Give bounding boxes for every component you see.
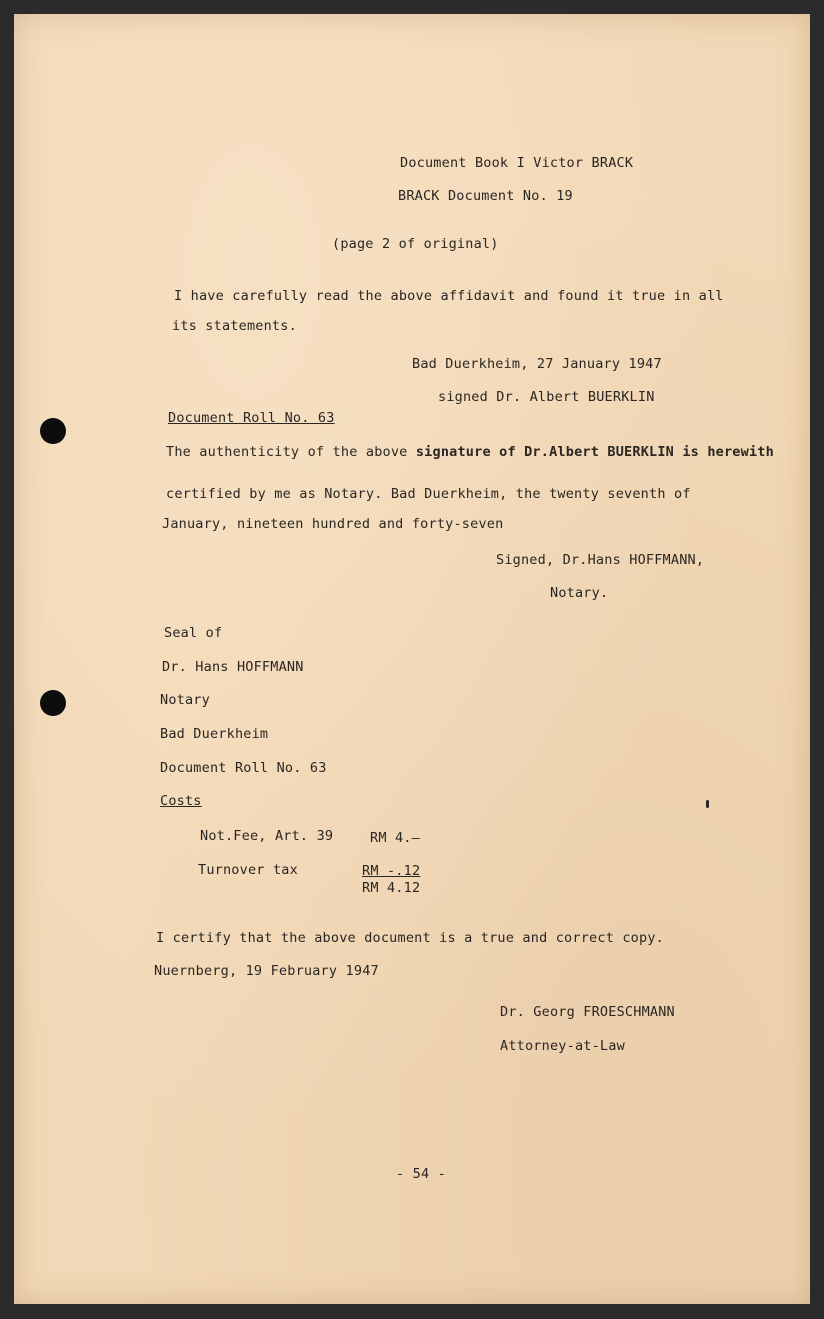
cost-item-label: Not.Fee, Art. 39 bbox=[200, 828, 334, 844]
certification-line-3: January, nineteen hundred and forty-seven bbox=[162, 516, 504, 532]
certification-line-1 bbox=[166, 444, 774, 460]
document-number-line: BRACK Document No. 19 bbox=[398, 188, 573, 204]
page-of-original-note: (page 2 of original) bbox=[332, 236, 499, 252]
document-page bbox=[14, 14, 810, 1304]
attorney-title: Attorney-at-Law bbox=[500, 1038, 625, 1054]
certification-line-2: certified by me as Notary. Bad Duerkheim, the twenty seventh of bbox=[166, 486, 691, 502]
attorney-name: Dr. Georg FROESCHMANN bbox=[500, 1004, 675, 1020]
seal-line-2: Dr. Hans HOFFMANN bbox=[162, 659, 304, 675]
notary-title: Notary. bbox=[550, 585, 609, 601]
seal-line-5: Document Roll No. 63 bbox=[160, 760, 327, 776]
certification-signature-text: signature of Dr.Albert BUERKLIN is herewith bbox=[415, 444, 774, 460]
notary-signed: Signed, Dr.Hans HOFFMANN, bbox=[496, 552, 705, 568]
costs-heading: Costs bbox=[160, 793, 202, 809]
punch-hole-bottom bbox=[40, 690, 66, 716]
seal-line-4: Bad Duerkheim bbox=[160, 726, 269, 742]
affidavit-signed: signed Dr. Albert BUERKLIN bbox=[438, 389, 655, 405]
affidavit-line-1: I have carefully read the above affidavit and found it true in all bbox=[174, 288, 724, 304]
cost-total: RM 4.12 bbox=[362, 880, 421, 896]
seal-line-3: Notary bbox=[160, 692, 210, 708]
cost-item-label: Turnover tax bbox=[198, 862, 298, 878]
copy-place-date: Nuernberg, 19 February 1947 bbox=[154, 963, 379, 979]
affidavit-place-date: Bad Duerkheim, 27 January 1947 bbox=[412, 356, 662, 372]
ink-speck bbox=[706, 800, 709, 808]
affidavit-line-2: its statements. bbox=[172, 318, 297, 334]
document-roll-label: Document Roll No. 63 bbox=[168, 410, 335, 426]
page-number: - 54 - bbox=[396, 1166, 446, 1182]
certification-line-1-text: The authenticity of the above bbox=[166, 444, 408, 460]
punch-hole-top bbox=[40, 418, 66, 444]
copy-certify-line: I certify that the above document is a true and correct copy. bbox=[156, 930, 664, 946]
cost-item-amount: RM -.12 bbox=[362, 863, 421, 879]
cost-item-amount: RM 4.— bbox=[370, 830, 420, 846]
seal-line-1: Seal of bbox=[164, 625, 223, 641]
document-book-line: Document Book I Victor BRACK bbox=[400, 155, 634, 171]
